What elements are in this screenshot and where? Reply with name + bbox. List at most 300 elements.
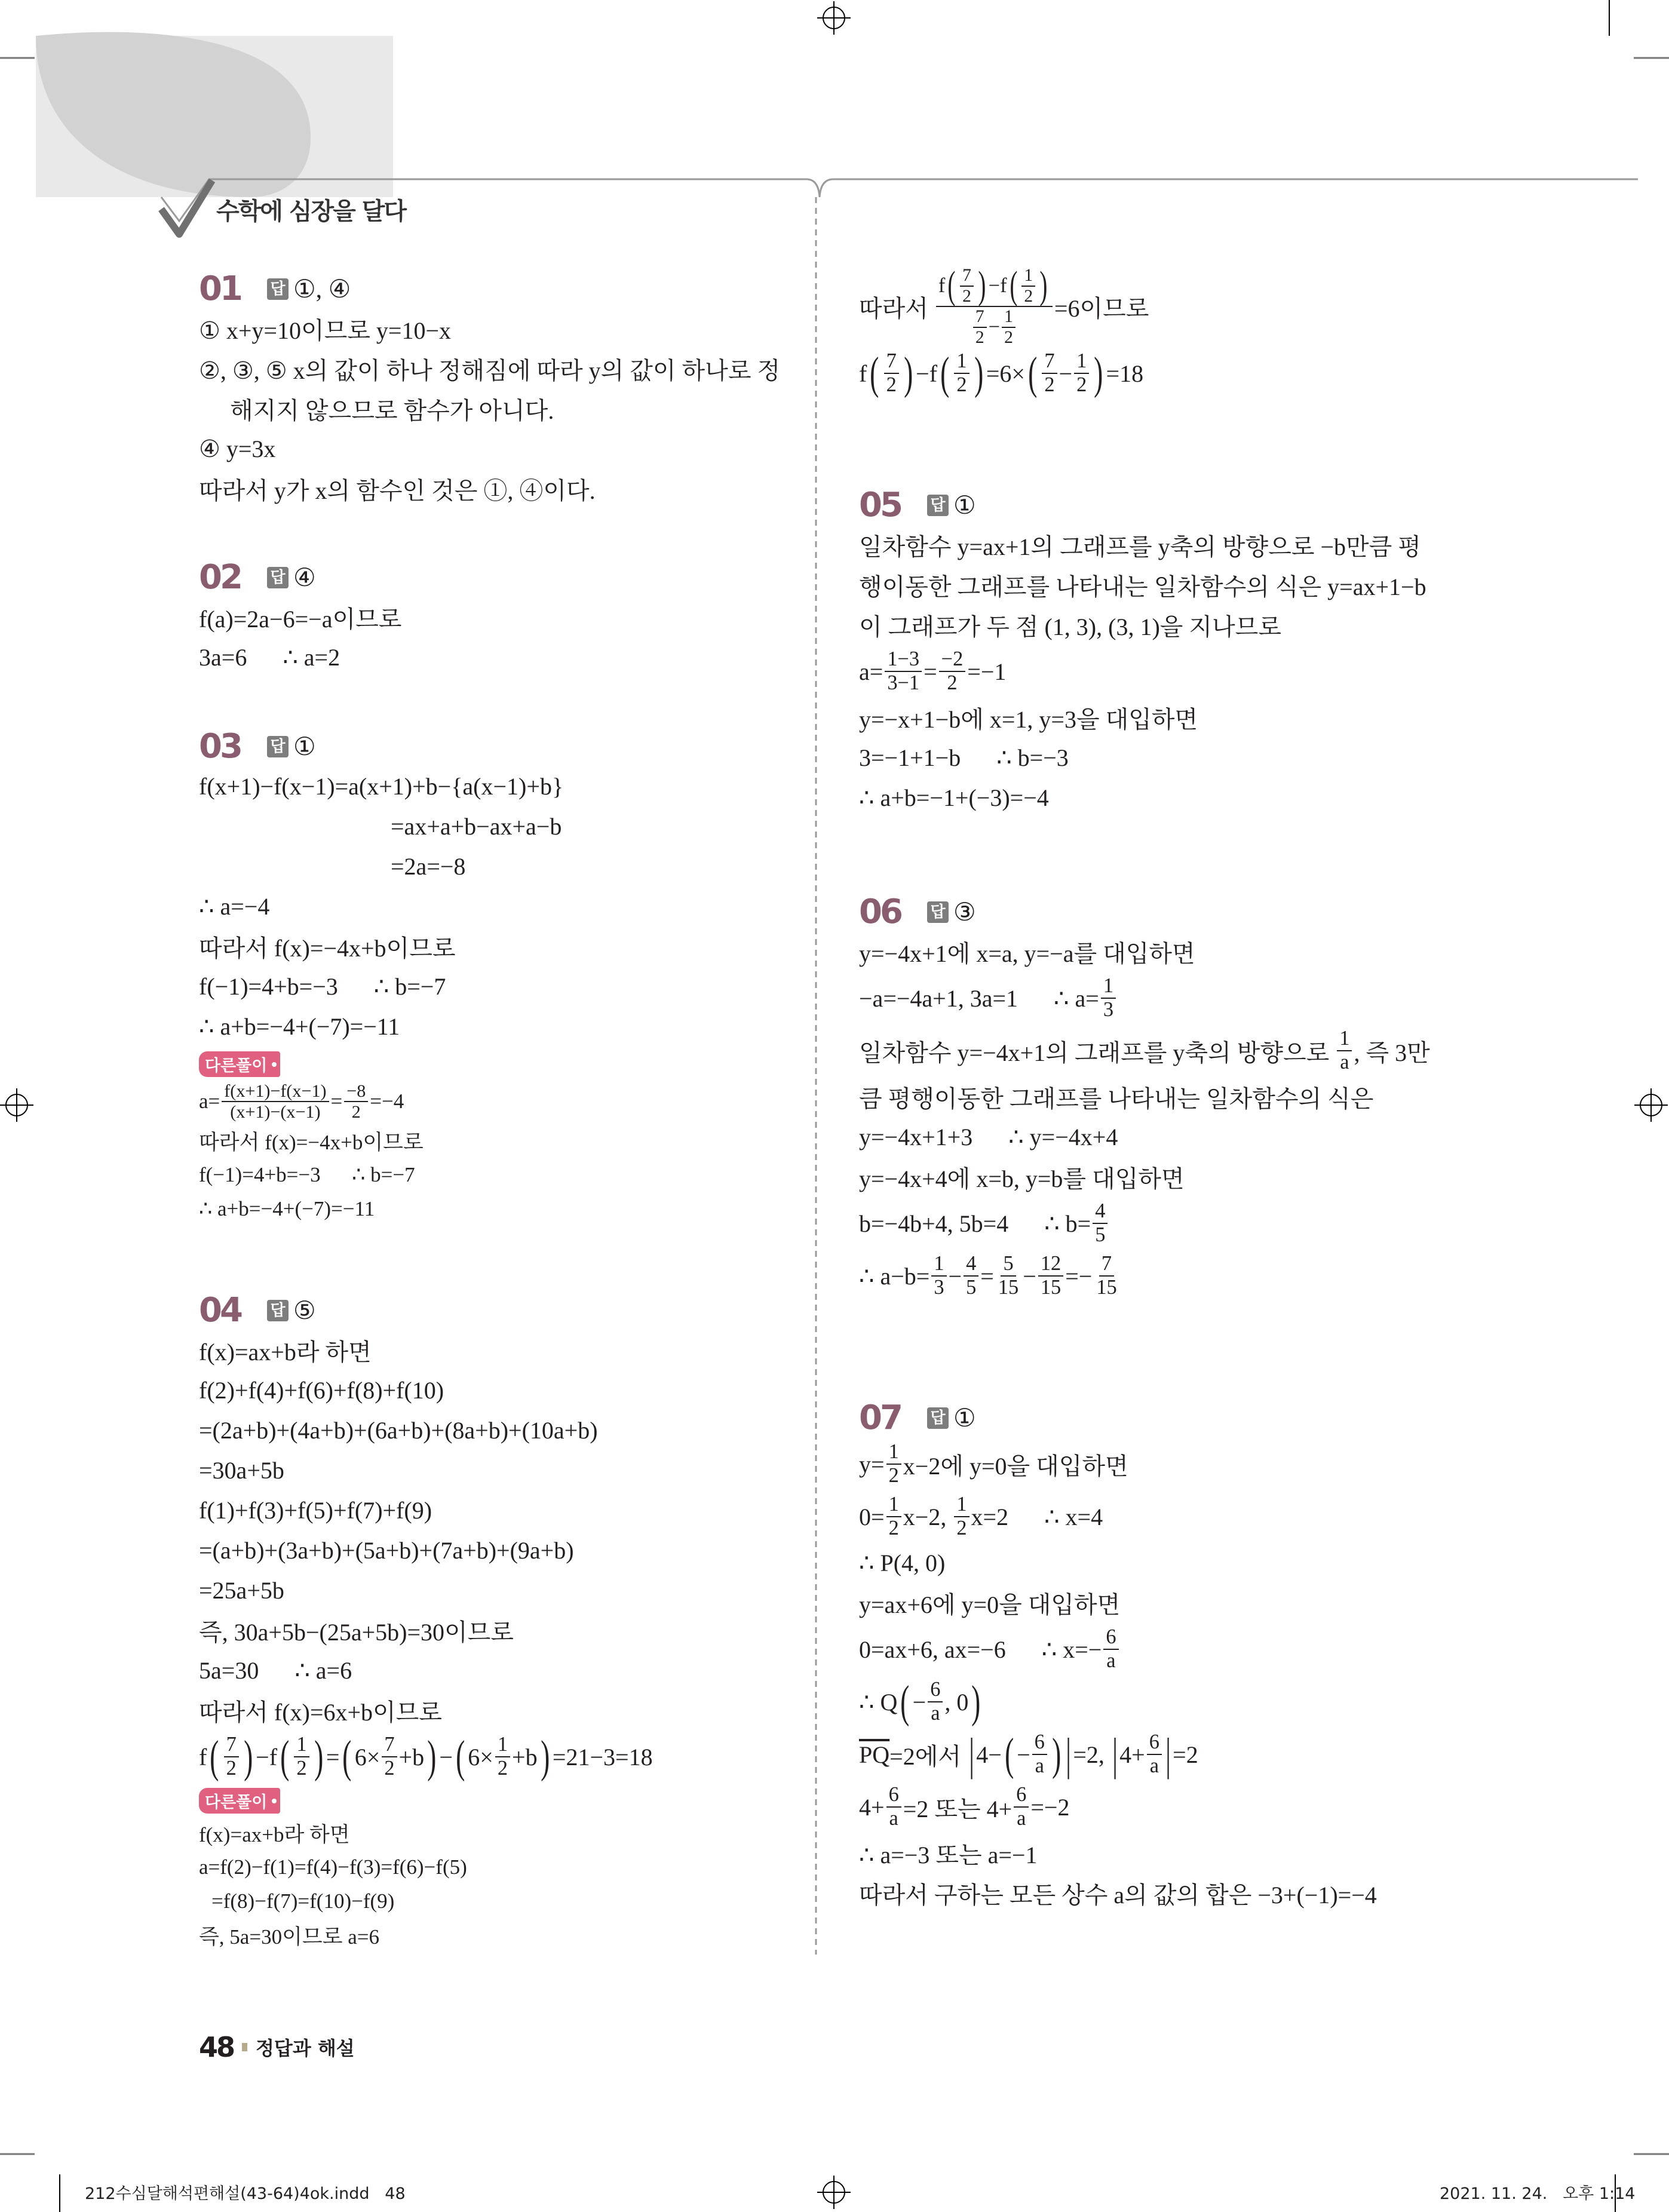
solution-line <box>199 1570 796 1610</box>
math-text: 7 <box>384 1733 395 1756</box>
math-text: y=−x+1−b에 x=1, y=3을 대입하면 <box>859 706 1198 733</box>
answer-badge: 답 <box>267 567 289 588</box>
segment-label: $\overline{PQ}$ <box>859 1741 890 1768</box>
problem-header <box>199 557 796 597</box>
fraction <box>1021 266 1035 306</box>
solution-line <box>199 1192 796 1226</box>
large-delimiter: ) <box>314 1732 323 1782</box>
math-text: 7 <box>1101 1252 1112 1275</box>
math-text: =2에서 <box>889 1742 967 1770</box>
fraction-denominator <box>944 672 959 695</box>
fraction-denominator <box>1101 999 1116 1021</box>
math-text: = <box>330 1090 343 1113</box>
math-text: ∴ P(4, 0) <box>859 1550 946 1576</box>
problem-header <box>859 892 1456 932</box>
math-text: f <box>199 1743 207 1771</box>
math-text: f(1)+f(3)+f(5)+f(7)+f(9) <box>199 1497 432 1524</box>
page-number: 48 <box>199 2031 234 2063</box>
answer <box>267 274 351 304</box>
math-text: 3 <box>1103 998 1114 1021</box>
page-section-title: 정답과 해설 <box>256 2037 355 2060</box>
math-text: 2 <box>351 1102 361 1122</box>
solution-line <box>859 972 1456 1024</box>
math-text: f(x+1)−f(x−1)=a(x+1)+b−{a(x−1)+b} <box>199 773 564 800</box>
fraction-denominator <box>969 307 1020 347</box>
math-text: − <box>912 1688 926 1716</box>
fraction-denominator <box>886 1465 901 1487</box>
fraction-numerator <box>1001 1253 1015 1277</box>
solution-line <box>199 1450 796 1490</box>
large-delimiter: ( <box>947 263 956 307</box>
math-text: x=2 ∴ x=4 <box>971 1503 1103 1530</box>
fraction-denominator <box>884 374 899 397</box>
math-text: =(a+b)+(3a+b)+(5a+b)+(7a+b)+(9a+b) <box>199 1537 574 1564</box>
math-text: =−2 <box>1030 1793 1070 1821</box>
problem-number: 05 <box>859 486 901 524</box>
solution-line <box>859 1676 1456 1728</box>
large-delimiter: ) <box>1094 348 1103 399</box>
fraction-denominator <box>294 1757 309 1780</box>
math-text: 2 <box>497 1757 508 1780</box>
math-text: 15 <box>998 1276 1019 1299</box>
solution-line <box>859 525 1456 565</box>
math-text: 1 <box>1024 266 1033 285</box>
math-text: 큼 평행이동한 그래프를 나타내는 일차함수의 식은 <box>859 1085 1374 1112</box>
fraction-numerator <box>344 1081 368 1102</box>
math-text: 2 <box>1076 373 1087 397</box>
alternative-solution <box>199 1783 796 1952</box>
math-text: ∴ a=−4 <box>199 893 270 920</box>
math-text: 1 <box>1004 307 1013 327</box>
fraction-numerator <box>222 1081 329 1102</box>
solution-line <box>199 1124 796 1158</box>
large-delimiter: ) <box>903 348 913 399</box>
fraction-numerator <box>886 1441 901 1465</box>
solution-line <box>199 1610 796 1650</box>
math-text: f(x)=ax+b라 하면 <box>199 1823 350 1846</box>
math-text: =ax+a+b−ax+a−b <box>391 813 562 840</box>
fraction-numerator <box>964 1253 978 1277</box>
fraction <box>886 1784 901 1830</box>
large-delimiter: ) <box>1051 1729 1061 1780</box>
problem-06-solution <box>859 892 1456 1302</box>
math-text: a= <box>859 658 883 685</box>
large-delimiter: | <box>969 1729 975 1780</box>
solution-line <box>199 1330 796 1370</box>
fraction <box>222 1081 329 1122</box>
alternative-solution-badge: 다른풀이 <box>199 1051 280 1077</box>
alternative-solution <box>199 1047 796 1226</box>
solution-line <box>859 1543 1456 1583</box>
fraction-denominator <box>1014 1808 1028 1830</box>
fraction-numerator <box>1147 1731 1162 1755</box>
math-text: 2 <box>886 373 897 397</box>
fraction-numerator <box>495 1734 510 1757</box>
large-delimiter: ( <box>1004 1729 1014 1780</box>
fraction <box>294 1734 309 1780</box>
math-text: 7 <box>962 266 971 285</box>
problem-05-solution <box>859 485 1456 818</box>
answer <box>267 732 316 762</box>
fraction-denominator <box>1038 1277 1063 1299</box>
math-text: +b <box>512 1743 538 1771</box>
answer-badge: 답 <box>267 736 289 757</box>
solution-line <box>199 389 796 429</box>
large-delimiter: ( <box>870 348 879 399</box>
math-text: 따라서 y가 x의 함수인 것은 ①, ④이다. <box>199 477 596 504</box>
math-text: 1 <box>956 1493 967 1516</box>
large-delimiter: ) <box>243 1732 253 1782</box>
solution-line <box>859 932 1456 972</box>
fraction-denominator <box>973 328 987 348</box>
large-delimiter: ) <box>974 348 983 399</box>
answer-value: ① <box>953 492 976 520</box>
math-text: =− <box>1065 1262 1093 1290</box>
fraction-numerator <box>960 266 974 287</box>
math-text: +b <box>398 1743 425 1771</box>
math-text: 7 <box>975 307 984 327</box>
solution-line <box>199 846 796 886</box>
solution-line <box>199 926 796 967</box>
math-text: ∴ a+b=−4+(−7)=−11 <box>199 1013 400 1040</box>
math-text: ∴ a=−3 또는 a=−1 <box>859 1842 1038 1869</box>
math-text: − <box>1017 1741 1030 1768</box>
math-text: 0= <box>859 1503 885 1530</box>
math-text: a <box>1340 1051 1349 1073</box>
math-text: 즉, 5a=30이므로 a=6 <box>199 1925 380 1949</box>
fraction-numerator <box>973 307 987 328</box>
fraction-denominator <box>960 287 974 306</box>
math-text: 2 <box>384 1757 395 1780</box>
fraction <box>1074 350 1089 397</box>
large-delimiter: ( <box>1028 348 1038 399</box>
problem-header <box>859 485 1456 525</box>
large-delimiter: ( <box>1009 263 1017 307</box>
math-text: 4+ <box>1119 1741 1145 1768</box>
math-text: y=−4x+1에 x=a, y=−a를 대입하면 <box>859 940 1195 967</box>
fraction <box>996 1253 1021 1299</box>
answer <box>927 897 976 927</box>
solution-line <box>199 637 796 677</box>
fraction-denominator <box>1093 1224 1107 1247</box>
problem-number: 01 <box>199 269 241 308</box>
solution-line <box>199 1918 796 1952</box>
math-text: 1 <box>296 1733 307 1756</box>
math-text: f(x)=ax+b라 하면 <box>199 1339 372 1366</box>
fraction <box>964 1253 978 1299</box>
solution-line <box>859 1197 1456 1250</box>
header-background-block <box>36 36 393 197</box>
math-text: −8 <box>346 1080 366 1101</box>
large-delimiter: | <box>1165 1729 1171 1780</box>
solution-line <box>859 347 1456 400</box>
solution-line <box>859 565 1456 605</box>
math-text: 6 <box>1016 1783 1027 1806</box>
math-text: =f(8)−f(7)=f(10)−f(9) <box>211 1889 395 1913</box>
math-text: 1 <box>888 1493 899 1516</box>
math-text: y= <box>859 1450 885 1478</box>
solution-line <box>859 1024 1456 1077</box>
fraction-numerator <box>1074 350 1089 374</box>
fraction-denominator <box>1104 1650 1118 1673</box>
math-text: b=−4b+4, 5b=4 ∴ b= <box>859 1210 1091 1237</box>
math-text: −a=−4a+1, 3a=1 ∴ a= <box>859 984 1099 1012</box>
fraction-numerator <box>1093 1200 1107 1224</box>
math-text: =18 <box>1106 360 1144 387</box>
fraction <box>1042 350 1057 397</box>
math-text: 7 <box>886 349 897 373</box>
math-text: 5a=30 ∴ a=6 <box>199 1657 352 1684</box>
fraction <box>1337 1027 1352 1074</box>
fraction-numerator <box>1002 307 1015 328</box>
large-delimiter: ( <box>342 1732 352 1782</box>
solution-line <box>859 1623 1456 1676</box>
solution-line <box>859 778 1456 818</box>
fraction <box>960 266 974 306</box>
math-text: =30a+5b <box>199 1457 284 1484</box>
fraction-denominator <box>1148 1755 1161 1778</box>
solution-line <box>199 597 796 637</box>
answer-value: ④ <box>293 564 316 592</box>
math-text: ∴ a+b=−1+(−3)=−4 <box>859 784 1049 811</box>
math-text: a <box>1035 1754 1044 1777</box>
math-text: y=ax+6에 y=0을 대입하면 <box>859 1591 1121 1618</box>
math-text: 3a=6 ∴ a=2 <box>199 644 340 671</box>
math-text: − <box>1023 1262 1036 1290</box>
fraction-denominator <box>886 1517 901 1540</box>
problem-header <box>199 1290 796 1330</box>
math-text: ∴ a+b=−4+(−7)=−11 <box>199 1196 375 1220</box>
slug-filename: 212수심달해석편해설(43-64)4ok.indd 48 <box>85 2185 406 2203</box>
solution-line <box>859 1438 1456 1490</box>
problem-number: 07 <box>859 1398 901 1437</box>
math-text: 2 <box>888 1464 899 1487</box>
fraction-numerator <box>1337 1027 1352 1051</box>
answer <box>267 1296 316 1326</box>
problem-04-solution <box>199 1290 796 1952</box>
series-logo: 수학에 심장을 달다 <box>216 198 406 225</box>
fraction-denominator <box>964 1277 978 1299</box>
fraction-numerator <box>1014 1784 1029 1808</box>
math-text: , 0 <box>944 1688 969 1716</box>
fraction-numerator <box>1042 350 1057 374</box>
math-text: ∴ Q <box>859 1688 898 1716</box>
math-text: =21−3=18 <box>552 1743 653 1771</box>
math-text: =2 또는 4+ <box>903 1795 1013 1823</box>
math-text: 1 <box>956 349 967 373</box>
fraction-numerator <box>936 263 1053 307</box>
math-text: 7 <box>1044 349 1055 373</box>
large-delimiter: ( <box>900 1677 910 1727</box>
math-text: 2 <box>947 671 958 694</box>
solution-line <box>859 645 1456 698</box>
problem-header <box>859 1398 1456 1438</box>
fraction-denominator <box>954 1517 969 1540</box>
alternative-solution-badge: 다른풀이 <box>199 1788 280 1814</box>
fraction-denominator <box>1042 374 1057 397</box>
math-text: =2, <box>1073 1741 1110 1768</box>
math-text: 행이동한 그래프를 나타내는 일차함수의 식은 y=ax+1−b <box>859 573 1426 600</box>
answer-badge: 답 <box>927 1407 949 1429</box>
math-text: 6 <box>1106 1625 1116 1649</box>
math-text: a=f(2)−f(1)=f(4)−f(3)=f(6)−f(5) <box>199 1855 467 1879</box>
math-text: 1 <box>1103 974 1114 998</box>
solution-line <box>199 1850 796 1884</box>
fraction <box>936 263 1053 347</box>
fraction-denominator <box>224 1757 239 1780</box>
math-text: a= <box>199 1090 220 1113</box>
fraction <box>1002 307 1015 347</box>
math-text: 6× <box>468 1743 493 1771</box>
solution-line <box>859 1077 1456 1117</box>
math-text: 3=−1+1−b ∴ b=−3 <box>859 744 1069 771</box>
fraction <box>1103 1626 1118 1673</box>
answer-badge: 답 <box>927 901 949 923</box>
solution-line <box>859 1583 1456 1623</box>
math-text: 2 <box>1004 327 1013 347</box>
math-text: 6 <box>930 1678 941 1701</box>
math-text: −f <box>988 274 1007 297</box>
math-text: =25a+5b <box>199 1577 284 1604</box>
solution-line <box>199 766 796 806</box>
math-text: −f <box>256 1743 278 1771</box>
answer-value: ① <box>293 733 316 761</box>
check-mark-icon <box>161 180 212 234</box>
math-text: 2 <box>975 327 984 347</box>
answer <box>267 563 316 593</box>
fraction-denominator <box>885 672 922 695</box>
math-text: 해지지 않으므로 함수가 아니다. <box>230 397 554 424</box>
math-text: =(2a+b)+(4a+b)+(6a+b)+(8a+b)+(10a+b) <box>199 1417 598 1444</box>
solution-line <box>199 469 796 509</box>
solution-line <box>199 1007 796 1047</box>
math-text: 1 <box>888 1440 899 1464</box>
fraction-numerator <box>886 1493 901 1517</box>
fraction <box>1032 1731 1047 1778</box>
fraction-numerator <box>1021 266 1035 287</box>
solution-line <box>199 1079 796 1124</box>
solution-line <box>859 1157 1456 1197</box>
solution-line <box>199 429 796 469</box>
fraction-denominator <box>1021 287 1035 306</box>
math-text: ④ y=3x <box>199 435 276 462</box>
solution-line <box>859 1873 1456 1913</box>
fraction-numerator <box>886 1784 901 1808</box>
math-text: , 즉 3만 <box>1354 1039 1430 1066</box>
math-text: =−4 <box>370 1090 404 1113</box>
fraction-denominator <box>349 1102 363 1122</box>
large-delimiter: ( <box>280 1732 290 1782</box>
leaf-shape <box>36 32 311 197</box>
problem-header <box>199 269 796 309</box>
math-text: −2 <box>941 648 964 671</box>
solution-line <box>859 605 1456 645</box>
large-delimiter: | <box>1112 1729 1118 1780</box>
solution-line <box>859 1250 1456 1302</box>
math-text: f(−1)=4+b=−3 ∴ b=−7 <box>199 973 446 1000</box>
solution-line <box>199 1650 796 1691</box>
math-text: 4 <box>1095 1199 1106 1223</box>
solution-line <box>859 1781 1456 1833</box>
solution-line <box>199 1816 796 1850</box>
answer-badge: 답 <box>267 278 289 300</box>
fraction-denominator <box>996 1277 1021 1299</box>
math-text: 2 <box>962 286 971 306</box>
fraction-numerator <box>1101 975 1116 999</box>
fraction <box>1093 1200 1107 1247</box>
math-text: 따라서 f(x)=−4x+b이므로 <box>199 1130 424 1154</box>
math-text: =6× <box>986 360 1025 387</box>
solution-line <box>859 263 1456 347</box>
large-delimiter: ) <box>971 1677 981 1727</box>
math-text: 1 <box>1339 1027 1350 1050</box>
solution-line <box>199 1490 796 1530</box>
math-text: 2 <box>888 1517 899 1539</box>
problem-03-solution <box>199 726 796 1226</box>
large-delimiter: ) <box>540 1732 550 1782</box>
math-text: − <box>988 315 1001 338</box>
math-text: 7 <box>226 1733 237 1756</box>
fraction-numerator <box>1032 1731 1047 1755</box>
large-delimiter: ) <box>1039 263 1048 307</box>
large-delimiter: ) <box>978 263 986 307</box>
solution-line <box>199 309 796 349</box>
continued-solution <box>859 263 1456 400</box>
math-text: 2 <box>226 1757 237 1780</box>
fraction-denominator <box>1337 1051 1351 1074</box>
math-text: 0=ax+6, ax=−6 ∴ x=− <box>859 1636 1102 1663</box>
math-text: =2 <box>1173 1741 1198 1768</box>
fraction-denominator <box>495 1757 510 1780</box>
math-text: 1 <box>497 1733 508 1756</box>
fraction-denominator <box>1002 328 1015 348</box>
fraction <box>1038 1253 1063 1299</box>
math-text: 2 <box>956 1517 967 1539</box>
math-text: = <box>326 1743 340 1771</box>
fraction-numerator <box>1099 1253 1114 1277</box>
solution-line <box>859 738 1456 778</box>
large-delimiter: ( <box>210 1732 219 1782</box>
math-text: a <box>1149 1754 1159 1777</box>
fraction-numerator <box>954 350 969 374</box>
problem-07-solution <box>859 1398 1456 1913</box>
math-text: a <box>1106 1649 1116 1672</box>
solution-line <box>199 1884 796 1918</box>
math-text: 일차함수 y=ax+1의 그래프를 y축의 방향으로 −b만큼 평 <box>859 533 1421 560</box>
problem-number: 04 <box>199 1291 241 1330</box>
fraction-denominator <box>954 374 969 397</box>
math-text: 따라서 구하는 모든 상수 a의 값의 합은 −3+(−1)=−4 <box>859 1882 1377 1909</box>
math-text: − <box>948 1262 962 1290</box>
math-text: 1−3 <box>887 648 920 671</box>
math-text: 1 <box>1076 349 1087 373</box>
fraction <box>885 648 922 695</box>
fraction-denominator <box>887 1808 901 1830</box>
math-text: =6이므로 <box>1054 294 1149 322</box>
fraction <box>1094 1253 1119 1299</box>
math-text: 2 <box>1044 373 1055 397</box>
math-text: (x+1)−(x−1) <box>230 1102 321 1122</box>
solution-line <box>199 1691 796 1731</box>
fraction-denominator <box>931 1277 946 1299</box>
answer-value: ③ <box>953 898 976 926</box>
math-text: − <box>1059 360 1073 387</box>
math-text: a <box>889 1807 898 1830</box>
fraction <box>1014 1784 1029 1830</box>
solution-line <box>199 886 796 926</box>
answer-value: ① <box>953 1404 976 1432</box>
large-delimiter: ( <box>940 348 950 399</box>
